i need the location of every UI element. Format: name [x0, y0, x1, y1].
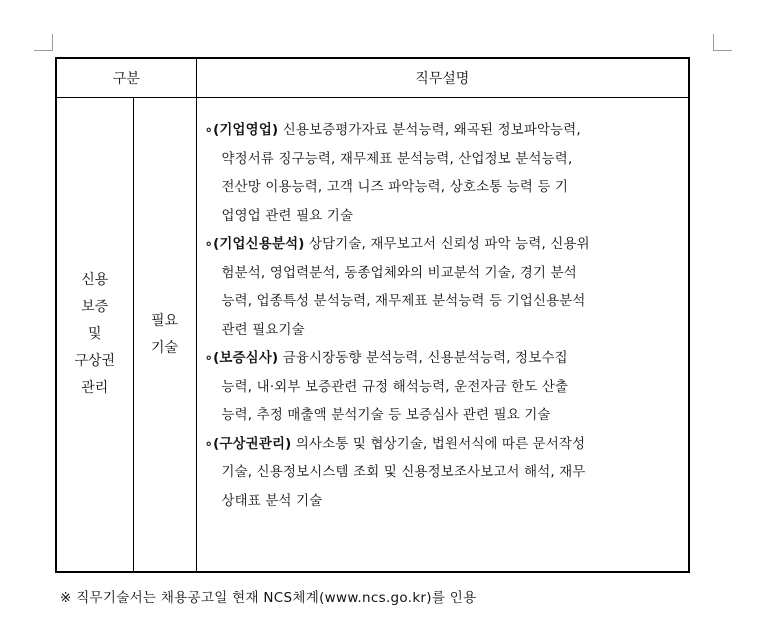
item-title: (기업신용분석) [213, 237, 305, 252]
page-corner-mark-left [34, 34, 53, 51]
table-header-row [56, 58, 689, 98]
category-main-line: 보증 [81, 299, 109, 315]
item-line: 험분석, 영업력분석, 동종업체와의 비교분석 기술, 경기 분석 [221, 265, 577, 281]
description-item [205, 345, 681, 431]
category-main-cell [56, 98, 133, 573]
category-main-line: 및 [87, 326, 102, 342]
bullet-icon: ∘ [204, 436, 214, 452]
item-line: 전산망 이용능력, 고객 니즈 파악능력, 상호소통 능력 등 기 [221, 180, 569, 195]
item-title: (구상권관리) [213, 436, 292, 452]
item-text: 신용보증평가자료 분석능력, 왜곡된 정보파악능력, [278, 123, 581, 138]
item-line: 관련 필요기술 [221, 322, 305, 338]
item-line: 능력, 내·외부 보증관련 규정 해석능력, 운전자금 한도 산출 [221, 379, 569, 395]
header-description: 직무설명 [196, 58, 689, 98]
bullet-icon: ∘ [204, 123, 214, 138]
item-line: 상태표 분석 기술 [221, 493, 323, 509]
footnote: ※ 직무기술서는 채용공고일 현재 NCS체계(www.ncs.go.kr)를 인용 [60, 590, 477, 606]
description-item [205, 231, 681, 345]
bullet-icon: ∘ [204, 351, 214, 366]
item-line: 능력, 추정 매출액 분석기술 등 보증심사 관련 필요 기술 [221, 408, 551, 423]
job-description-table [55, 57, 690, 573]
description-item [205, 431, 681, 517]
header-category: 구분 [56, 58, 196, 98]
category-sub-cell [133, 98, 196, 573]
page-corner-mark-right [713, 34, 732, 51]
item-title: (기업영업) [213, 123, 279, 138]
category-main-line: 관리 [81, 380, 109, 396]
description-item [205, 117, 681, 231]
item-line: 기술, 신용정보시스템 조회 및 신용정보조사보고서 해석, 재무 [221, 465, 586, 480]
description-cell [196, 98, 689, 573]
bullet-icon: ∘ [204, 237, 214, 252]
category-sub-line: 필요 [150, 312, 179, 329]
category-main-line: 구상권 [74, 353, 116, 369]
item-line: 능력, 업종특성 분석능력, 재무제표 분석능력 등 기업신용분석 [221, 294, 586, 309]
item-text: 금융시장동향 분석능력, 신용분석능력, 정보수집 [278, 351, 568, 366]
item-text: 의사소통 및 협상기술, 법원서식에 따른 문서작성 [291, 436, 586, 452]
category-main-line: 신용 [81, 272, 109, 288]
category-sub-line: 기술 [150, 339, 179, 356]
table-body-row [56, 98, 689, 573]
item-line: 업영업 관련 필요 기술 [221, 208, 354, 224]
item-title: (보증심사) [213, 351, 279, 366]
item-text: 상담기술, 재무보고서 신뢰성 파악 능력, 신용위 [304, 237, 590, 252]
item-line: 약정서류 징구능력, 재무제표 분석능력, 산업정보 분석능력, [221, 151, 573, 167]
